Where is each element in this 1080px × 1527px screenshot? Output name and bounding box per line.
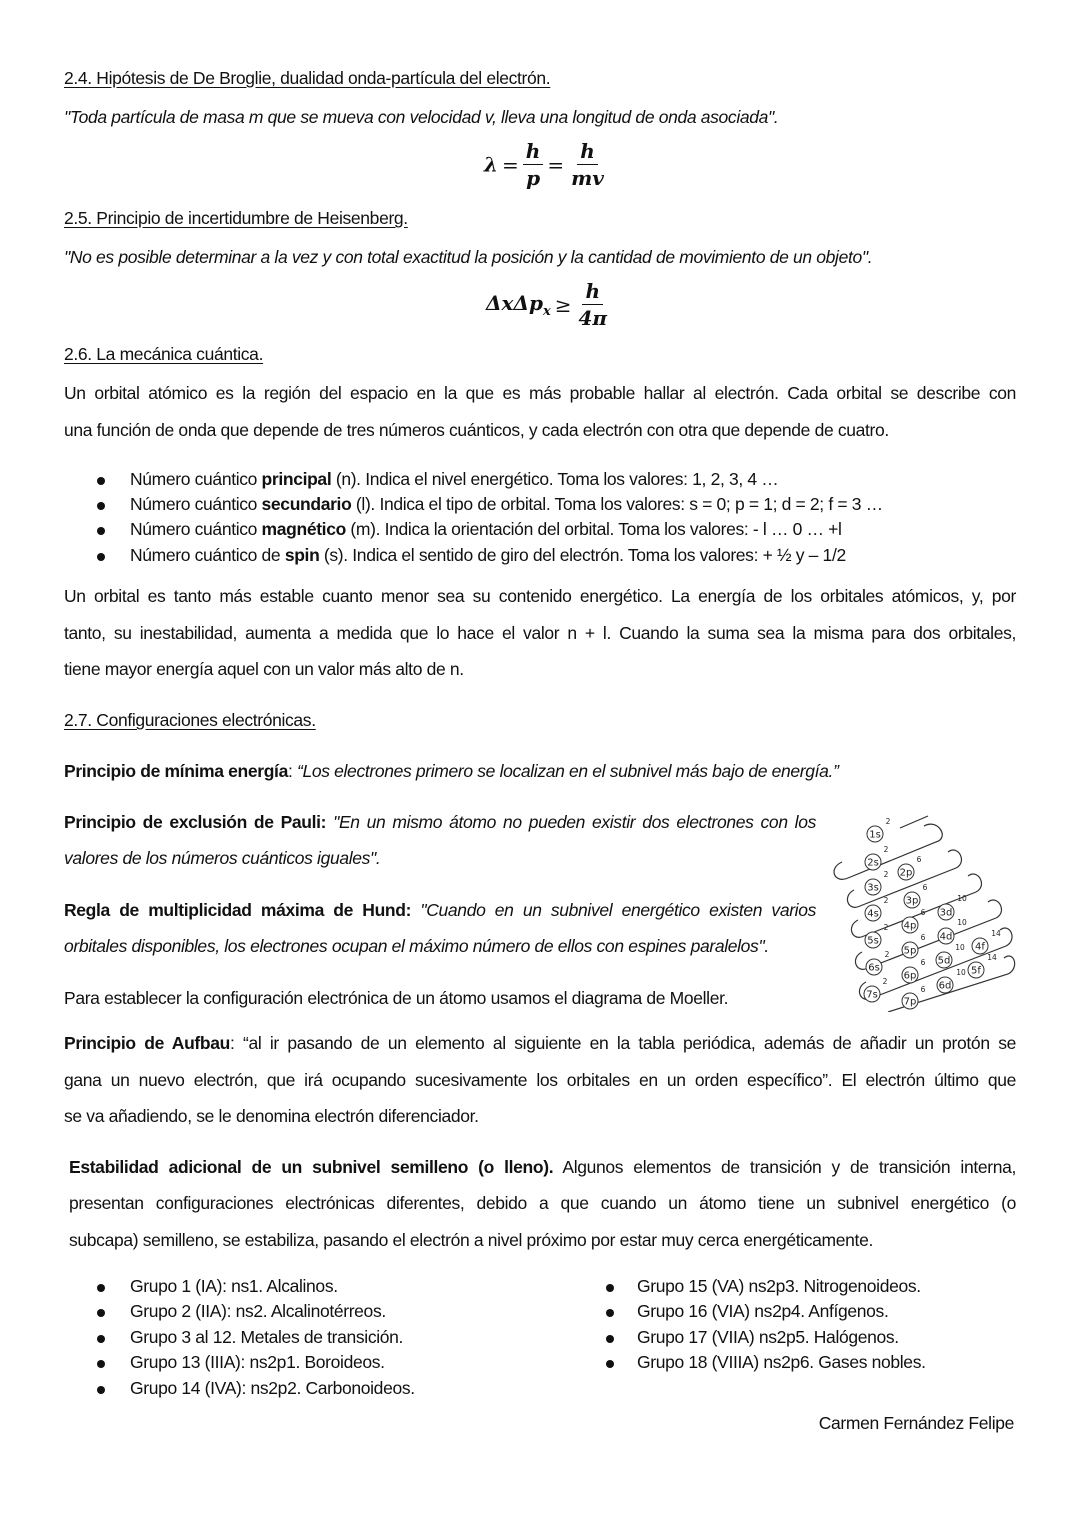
stability-paragraph-line-2: tanto, su inestabilidad, aumenta a medida que lo hace el valor n + l. Cuando la suma sea la misma para dos orbitales, — [64, 623, 1016, 643]
list-item-magnetico — [130, 519, 842, 540]
svg-text:6: 6 — [920, 908, 926, 917]
bullet-icon — [97, 1360, 105, 1368]
orbital-paragraph-line-1: Un orbital atómico es la región del espacio en la que es más probable hallar al electrón. Cada orbital se describe con — [64, 383, 1016, 403]
orbital-2s — [865, 845, 889, 870]
lambda-symbol: λ — [484, 152, 499, 177]
orbital-2p — [898, 855, 922, 880]
estabilidad-line-2: presentan configuraciones electrónicas diferentes, debido a que cuando un átomo tiene un subnivel energético (o — [69, 1193, 1016, 1213]
svg-text:10: 10 — [955, 943, 965, 952]
separator: : — [287, 761, 297, 781]
principle-label: Regla de multiplicidad máxima de Hund: — [64, 900, 412, 920]
aufbau-line-1 — [64, 1033, 1016, 1054]
lhs: ΔxΔp — [486, 290, 543, 315]
orbital-3s — [865, 870, 889, 895]
svg-text:2: 2 — [883, 896, 889, 905]
orbital-3d — [938, 894, 967, 920]
bullet-icon — [606, 1360, 614, 1368]
text: (s). Indica el sentido de giro del electrón. Toma los valores: + ½ y – 1/2 — [319, 545, 846, 565]
list-item-group: Grupo 3 al 12. Metales de transición. — [130, 1327, 404, 1347]
principle-quote: "En un mismo átomo no pueden existir dos electrones con los — [326, 812, 816, 832]
svg-text:7s: 7s — [866, 989, 878, 1001]
svg-text:14: 14 — [987, 953, 997, 962]
svg-text:6: 6 — [916, 855, 922, 864]
svg-text:5d: 5d — [937, 955, 951, 967]
denominator: p — [526, 166, 541, 190]
svg-text:6d: 6d — [938, 980, 952, 992]
de-broglie-formula — [484, 140, 607, 189]
geq-sign: ≥ — [554, 292, 572, 317]
pauli-line-1 — [64, 812, 816, 833]
text: (m). Indica la orientación del orbital. Toma los valores: - l … 0 … +l — [345, 519, 842, 539]
numerator: h — [523, 140, 544, 165]
list-item-group: Grupo 2 (IIA): ns2. Alcalinotérreos. — [130, 1301, 386, 1321]
svg-text:1s: 1s — [869, 829, 881, 841]
equals-sign: = — [502, 152, 519, 177]
bold-term: principal — [261, 469, 332, 489]
aufbau-line-2: gana un nuevo electrón, que irá ocupando sucesivamente los orbitales en un orden específico”. El electrón último que — [64, 1070, 1016, 1090]
author-signature: Carmen Fernández Felipe — [818, 1413, 1014, 1433]
list-item-group: Grupo 18 (VIIIA) ns2p6. Gases nobles. — [637, 1352, 926, 1372]
heisenberg-formula — [486, 280, 610, 329]
principle-label: Principio de mínima energía — [64, 761, 288, 781]
svg-text:6: 6 — [920, 985, 926, 994]
bullet-icon — [97, 527, 105, 535]
bullet-icon — [606, 1335, 614, 1343]
svg-text:10: 10 — [957, 894, 967, 903]
heisenberg-quote: "No es posible determinar a la vez y con total exactitud la posición y la cantidad de movimiento de un objeto". — [64, 247, 873, 267]
numerator: h — [582, 280, 603, 305]
text: Algunos elementos de transición y de transición interna, — [553, 1157, 1017, 1177]
svg-text:2p: 2p — [899, 867, 913, 879]
bullet-icon — [97, 502, 105, 510]
fraction-h-over-mv — [568, 140, 607, 189]
svg-text:2: 2 — [885, 817, 891, 826]
equals-sign: = — [547, 152, 565, 177]
svg-text:2: 2 — [883, 870, 889, 879]
orbital-paragraph-line-2: una función de onda que depende de tres números cuánticos, y cada electrón con otra que depende de cuatro. — [64, 420, 889, 440]
pauli-line-2: valores de los números cuánticos iguales". — [64, 848, 381, 868]
numerator: h — [577, 140, 598, 165]
hund-line-2: orbitales disponibles, los electrones ocupan el máximo número de ellos con espines paralelos". — [64, 936, 769, 956]
bullet-icon — [97, 1386, 105, 1394]
text: Número cuántico — [130, 469, 262, 489]
principle-quote: “Los electrones primero se localizan en el subnivel más bajo de energía.” — [296, 761, 839, 781]
orbital-7s — [864, 977, 888, 1002]
svg-text:4p: 4p — [903, 920, 917, 932]
svg-text:5f: 5f — [971, 965, 981, 977]
list-item-group: Grupo 13 (IIIA): ns2p1. Boroideos. — [130, 1352, 385, 1372]
svg-text:6: 6 — [920, 958, 926, 967]
bold-term: spin — [284, 545, 320, 565]
list-item-group: Grupo 16 (VIA) ns2p4. Anfígenos. — [637, 1301, 889, 1321]
svg-text:6: 6 — [922, 883, 928, 892]
svg-text:7p: 7p — [903, 996, 917, 1008]
principle-label: Principio de Aufbau — [64, 1033, 230, 1053]
orbital-5d — [936, 943, 965, 968]
section-heading-2-6: 2.6. La mecánica cuántica. — [64, 344, 264, 364]
orbital-5s — [865, 923, 889, 948]
aufbau-line-3: se va añadiendo, se le denomina electrón diferenciador. — [64, 1106, 479, 1126]
svg-text:4f: 4f — [975, 941, 985, 953]
orbital-6s — [866, 950, 890, 975]
text: Número cuántico de — [130, 545, 285, 565]
principle-quote: "Cuando en un subnivel energético existen varios — [411, 900, 816, 920]
fraction-h-over-p — [523, 140, 544, 189]
text: Número cuántico — [130, 494, 262, 514]
stability-paragraph-line-1: Un orbital es tanto más estable cuanto menor sea su contenido energético. La energía de los orbitales atómicos, y, por — [64, 586, 1016, 606]
estabilidad-line-1 — [69, 1157, 1016, 1178]
text: Número cuántico — [130, 519, 262, 539]
svg-text:10: 10 — [956, 968, 966, 977]
fraction-h-over-4pi — [575, 280, 610, 329]
svg-text:4d: 4d — [939, 931, 953, 943]
svg-text:2s: 2s — [867, 857, 879, 869]
minima-energia-principle — [64, 761, 839, 782]
list-item-group: Grupo 15 (VA) ns2p3. Nitrogenoideos. — [637, 1276, 921, 1296]
list-item-principal — [130, 469, 778, 490]
section-heading-2-5: 2.5. Principio de incertidumbre de Heisenberg. — [64, 208, 408, 228]
bullet-icon — [97, 1284, 105, 1292]
subscript-x: x — [542, 303, 551, 319]
orbital-1s — [867, 817, 891, 842]
list-item-group: Grupo 17 (VIIA) ns2p5. Halógenos. — [637, 1327, 899, 1347]
bullet-icon — [606, 1284, 614, 1292]
orbital-5p — [902, 933, 926, 958]
svg-text:2: 2 — [883, 845, 889, 854]
svg-text:14: 14 — [991, 929, 1001, 938]
svg-text:3p: 3p — [905, 895, 919, 907]
delta-x-delta-p — [486, 290, 551, 319]
section-heading-2-4: 2.4. Hipótesis de De Broglie, dualidad onda-partícula del electrón. — [64, 68, 551, 88]
principle-label: Estabilidad adicional de un subnivel semilleno (o lleno). — [69, 1157, 554, 1177]
orbital-5f — [968, 953, 997, 978]
bullet-icon — [97, 553, 105, 561]
moeller-diagram — [828, 812, 1018, 1012]
text: (n). Indica el nivel energético. Toma los valores: 1, 2, 3, 4 … — [331, 469, 779, 489]
bold-term: secundario — [261, 494, 352, 514]
principle-label: Principio de exclusión de Pauli: — [64, 812, 327, 832]
svg-text:6p: 6p — [903, 970, 917, 982]
svg-text:3d: 3d — [939, 907, 953, 919]
moeller-intro: Para establecer la configuración electrónica de un átomo usamos el diagrama de Moeller. — [64, 988, 729, 1008]
svg-text:6: 6 — [920, 933, 926, 942]
list-item-group: Grupo 1 (IA): ns1. Alcalinos. — [130, 1276, 338, 1296]
bullet-icon — [97, 1335, 105, 1343]
text: : “al ir pasando de un elemento al siguiente en la tabla periódica, además de añadir un protón se — [229, 1033, 1016, 1053]
orbital-4p — [902, 908, 926, 933]
text: (l). Indica el tipo de orbital. Toma los valores: s = 0; p = 1; d = 2; f = 3 … — [351, 494, 883, 514]
estabilidad-line-3: subcapa) semilleno, se estabiliza, pasando el electrón a nivel próximo por estar muy cerca energéticamente. — [69, 1230, 873, 1250]
section-heading-2-7: 2.7. Configuraciones electrónicas. — [64, 710, 316, 730]
hund-line-1 — [64, 900, 816, 921]
denominator: mv — [571, 166, 604, 190]
list-item-group: Grupo 14 (IVA): ns2p2. Carbonoideos. — [130, 1378, 415, 1398]
svg-text:2: 2 — [883, 923, 889, 932]
list-item-spin — [130, 545, 846, 566]
orbital-7p — [902, 985, 926, 1009]
bullet-icon — [606, 1309, 614, 1317]
svg-text:2: 2 — [882, 977, 888, 986]
denominator: 4π — [578, 306, 608, 330]
svg-text:2: 2 — [884, 950, 890, 959]
svg-text:5s: 5s — [867, 935, 879, 947]
bullet-icon — [97, 477, 105, 485]
svg-text:3s: 3s — [867, 882, 879, 894]
bold-term: magnético — [261, 519, 346, 539]
svg-text:10: 10 — [957, 918, 967, 927]
stability-paragraph-line-3: tiene mayor energía aquel con un valor más alto de n. — [64, 659, 464, 679]
svg-text:4s: 4s — [867, 908, 879, 920]
de-broglie-quote: "Toda partícula de masa m que se mueva con velocidad v, lleva una longitud de onda asociada". — [64, 107, 779, 127]
orbital-6p — [902, 958, 926, 983]
svg-text:6s: 6s — [868, 962, 880, 974]
bullet-icon — [97, 1309, 105, 1317]
list-item-secundario — [130, 494, 883, 515]
svg-text:5p: 5p — [903, 945, 917, 957]
